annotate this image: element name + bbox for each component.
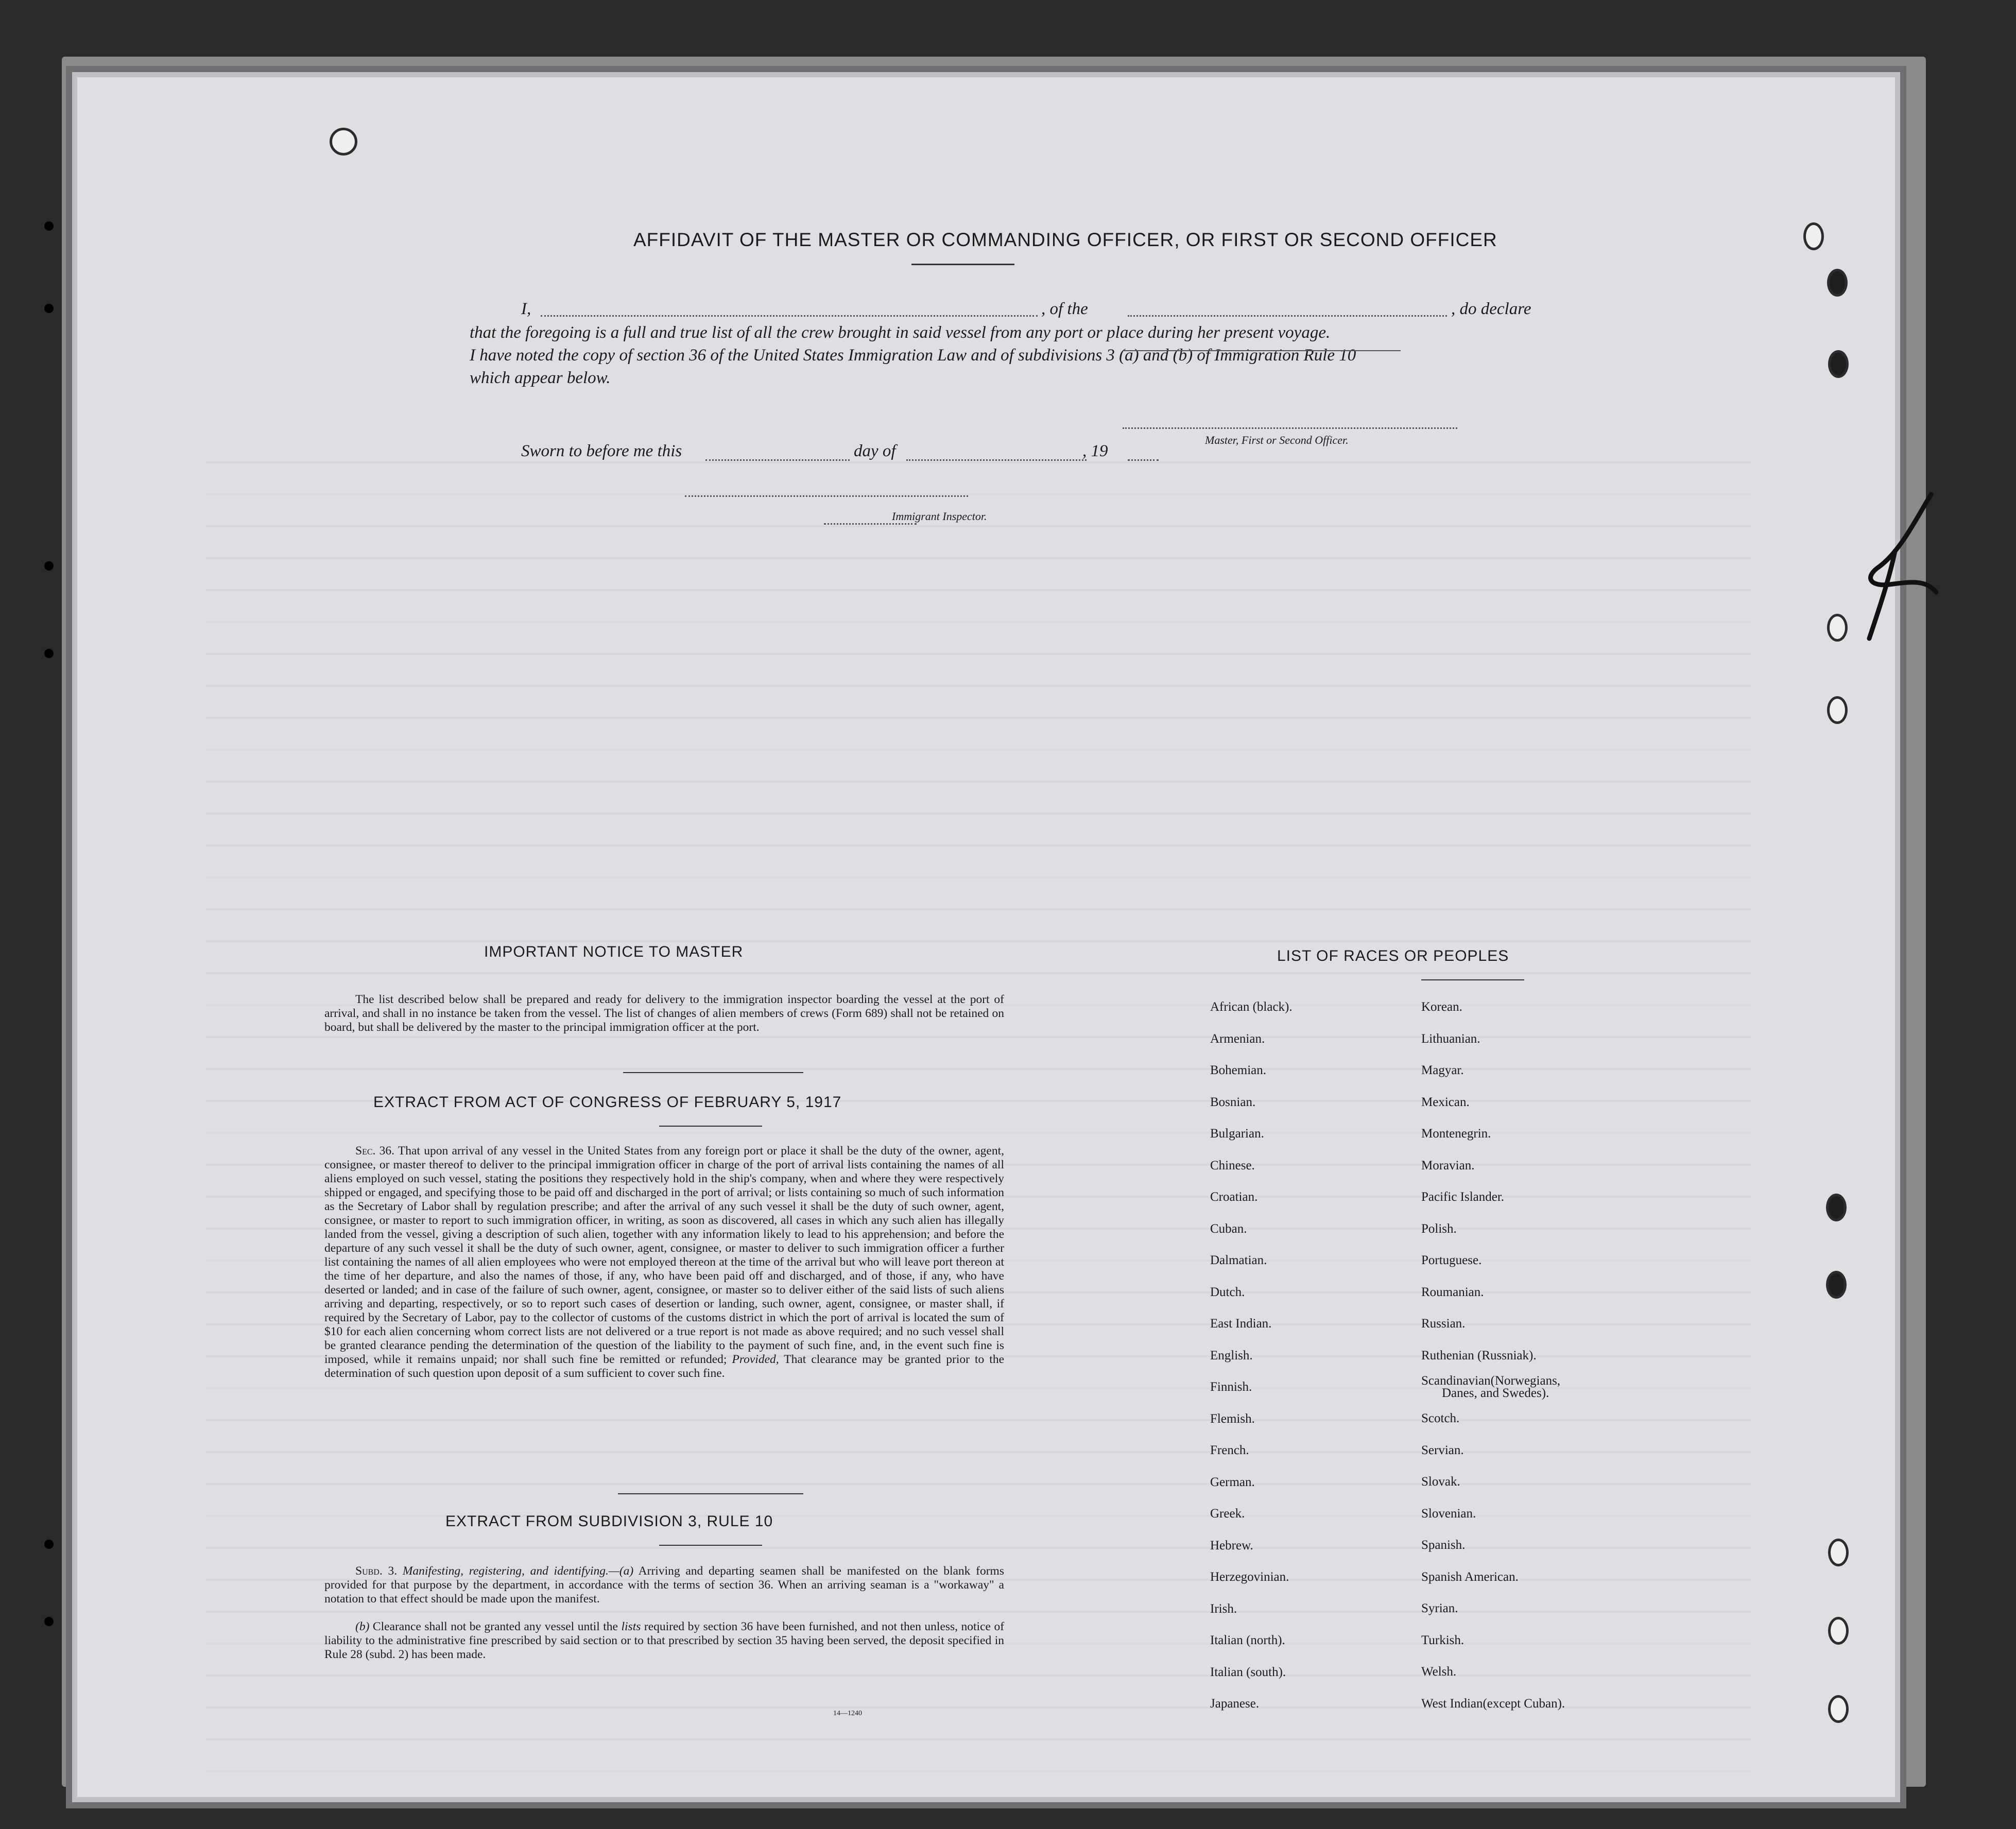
race-item: French. (1210, 1443, 1249, 1457)
race-item: Bulgarian. (1210, 1127, 1264, 1141)
race-item: Armenian. (1210, 1031, 1265, 1046)
race-item: Spanish. (1421, 1538, 1466, 1552)
act-proviso-label: Provided, (732, 1353, 779, 1366)
title-divider (911, 264, 1014, 265)
race-item: Portuguese. (1421, 1253, 1482, 1267)
race-item: Slovak. (1421, 1475, 1460, 1489)
act-proviso-text: That clearance may be granted prior to the determination of such question upon deposit of a sum sufficient to cover such fine. (324, 1353, 1004, 1380)
race-item: Herzegovinian. (1210, 1570, 1289, 1584)
name-blank (541, 315, 1038, 317)
binding-hole (1828, 350, 1849, 378)
race-item: Scotch. (1421, 1411, 1460, 1425)
race-item-line: Danes, and Swedes). (1442, 1386, 1549, 1400)
affidavit-line-1 (521, 300, 531, 319)
race-item-line: Scandinavian(Norwegians, (1421, 1374, 1561, 1388)
edge-speck (44, 1617, 54, 1626)
race-item: Moravian. (1421, 1158, 1475, 1172)
binding-hole (1826, 1194, 1847, 1221)
affidavit-prefix: I, (521, 300, 531, 318)
act-section-label: Sec. 36. (355, 1144, 395, 1158)
inspector-signature-blank (685, 495, 968, 497)
race-item: Italian (north). (1210, 1633, 1285, 1647)
race-item: Dutch. (1210, 1285, 1245, 1299)
edge-speck (44, 649, 54, 658)
race-item: German. (1210, 1475, 1255, 1489)
sworn-mid: day of (854, 442, 896, 460)
binding-hole (1826, 1271, 1847, 1299)
race-item: Hebrew. (1210, 1538, 1253, 1552)
document-page (77, 77, 1895, 1797)
race-item: Pacific Islander. (1421, 1190, 1505, 1204)
race-item: Magyar. (1421, 1063, 1464, 1077)
race-item: Slovenian. (1421, 1506, 1476, 1521)
race-item: Welsh. (1421, 1665, 1457, 1679)
edge-speck (44, 1540, 54, 1549)
affidavit-line-1-mid: , of the (1041, 300, 1088, 318)
binding-hole (1828, 1539, 1849, 1566)
race-item: Bohemian. (1210, 1063, 1267, 1077)
race-item: Chinese. (1210, 1158, 1255, 1172)
inspector-signature-line (824, 523, 917, 525)
edge-speck (44, 304, 54, 313)
rule-subd-a (324, 1564, 1004, 1606)
rule-subd-b (324, 1620, 1004, 1662)
race-item: Lithuanian. (1421, 1031, 1480, 1046)
rule-divider (659, 1545, 762, 1546)
race-item: African (black). (1210, 1000, 1293, 1014)
race-item: Irish. (1210, 1601, 1237, 1616)
binding-hole (1827, 269, 1848, 297)
race-item: Spanish American. (1421, 1569, 1519, 1584)
sworn-prefix: Sworn to before me this (521, 442, 682, 460)
race-item: Turkish. (1421, 1633, 1464, 1647)
handwritten-mark-icon (1859, 489, 1941, 644)
notice-text: The list described below shall be prepared and ready for delivery to the immigration inspector boarding the vessel at the port of arrival, and shall in no instance be taken from the vessel. The list of changes of alien members of crews (Form 689) shall not be retained on board, but shall be delivered by the master to the principal immigration officer at the port. (324, 993, 1004, 1034)
race-item: Cuban. (1210, 1221, 1247, 1236)
year-blank (1128, 459, 1159, 461)
race-item: Ruthenian (Russniak). (1421, 1348, 1537, 1362)
race-item: Bosnian. (1210, 1095, 1256, 1109)
affidavit-line-4: which appear below. (470, 369, 611, 387)
rule-subd-b-lists: lists (621, 1620, 641, 1633)
binding-hole (330, 128, 357, 156)
affidavit-title: AFFIDAVIT OF THE MASTER OR COMMANDING OFFICER, OR FIRST OR SECOND OFFICER (633, 229, 1497, 250)
master-caption: Master, First or Second Officer. (1205, 434, 1349, 446)
race-item: Croatian. (1210, 1190, 1258, 1204)
binding-hole (1803, 222, 1824, 250)
sworn-day-blank (705, 459, 850, 461)
master-signature-line (1123, 427, 1457, 429)
act-divider (659, 1126, 762, 1127)
race-item: Syrian. (1421, 1601, 1458, 1615)
form-number: 14—1240 (833, 1710, 862, 1717)
race-item: Greek. (1210, 1507, 1245, 1521)
rule-subd-heading: Manifesting, registering, and identifying.—(a) (402, 1564, 634, 1578)
notice-divider (623, 1072, 803, 1073)
races-column-1 (1210, 991, 1293, 1720)
race-item: East Indian. (1210, 1317, 1272, 1331)
edge-speck (44, 561, 54, 571)
rule-title: EXTRACT FROM SUBDIVISION 3, RULE 10 (445, 1513, 773, 1530)
rule-subd-b-label: (b) (355, 1620, 370, 1633)
race-item: English. (1210, 1348, 1253, 1362)
races-title: LIST OF RACES OR PEOPLES (1277, 947, 1509, 964)
edge-speck (44, 221, 54, 231)
race-item: Mexican. (1421, 1095, 1470, 1109)
rule-subd-a-text: Arriving and departing seamen shall be manifested on the blank forms provided for that purpose by the department, in accordance with the terms of section 36. When an arriving seaman is a "workaway" a notation to that effect should be made upon the manifest. (324, 1564, 1004, 1606)
rule-subd-b-pre: Clearance shall not be granted any vessel until the (372, 1620, 618, 1633)
races-column-2 (1421, 991, 1565, 1719)
race-item: Montenegrin. (1421, 1127, 1491, 1141)
binding-hole (1828, 1617, 1849, 1645)
affidavit-line-1-suffix: , do declare (1451, 300, 1531, 318)
races-divider (1421, 979, 1524, 980)
race-item: Japanese. (1210, 1697, 1260, 1711)
sworn-suffix: , 19 (1082, 442, 1108, 460)
rule-subd-label: Subd. 3. (355, 1564, 398, 1578)
vessel-blank (1128, 315, 1447, 317)
sworn-month-blank (906, 459, 1087, 461)
binding-hole (1827, 614, 1848, 642)
act-text (324, 1144, 1004, 1381)
race-item: West Indian(except Cuban). (1421, 1696, 1565, 1711)
act-end-divider (618, 1493, 803, 1494)
act-title: EXTRACT FROM ACT OF CONGRESS OF FEBRUARY 5, 1917 (373, 1094, 842, 1111)
race-item: Servian. (1421, 1443, 1464, 1457)
race-item: Roumanian. (1421, 1285, 1484, 1299)
race-item-scandinavian (1421, 1371, 1565, 1403)
notice-title: IMPORTANT NOTICE TO MASTER (484, 943, 744, 960)
race-item: Polish. (1421, 1221, 1457, 1236)
binding-hole (1828, 1695, 1849, 1723)
race-item: Dalmatian. (1210, 1253, 1267, 1267)
binding-hole (1827, 696, 1848, 724)
race-item: Finnish. (1210, 1380, 1252, 1394)
affidavit-line-3: I have noted the copy of section 36 of the United States Immigration Law and of subdivisions 3 (a) and (b) of Immigration Rule 10 (470, 346, 1356, 365)
affidavit-line-2: that the foregoing is a full and true list of all the crew brought in said vessel from any port or place during her present voyage. (470, 323, 1331, 342)
race-item: Italian (south). (1210, 1665, 1286, 1679)
race-item: Korean. (1421, 1000, 1462, 1014)
master-signature-blank (1123, 350, 1401, 351)
race-item: Russian. (1421, 1317, 1466, 1331)
rule-subd-b-post: required by section 36 have been furnished, and not then unless, notice of liability to the administrative fine prescribed by said section or to that prescribed by section 35 having been served, the deposit specified in Rule 28 (subd. 2) has been made. (324, 1620, 1005, 1661)
act-body: That upon arrival of any vessel in the United States from any foreign port or place it shall be the duty of the owner, agent, consignee, or master thereof to deliver to the principal immigration officer in charge of the port of arrival lists containing the names of all aliens employed on such vessel, stating the positions they respectively hold in the ship's company, when and where they were respectively shipped or engaged, and specifying those to be paid off and discharged in the port of arrival; or lists containing so much of such information as the Secretary of Labor shall by regulation prescribe; and after the arrival of any such vessel it shall be the duty of such owner, agent, consignee, or master to report to such immigration officer, in writing, as soon as discovered, all cases in which any such alien has illegally landed from the vessel, giving a description of such alien, together with any information likely to lead to his apprehension; and before the departure of any such vessel it shall be the duty of such owner, agent, consignee, or master to deliver to such immigration officer a further list containing the names of all alien employees who were not employed thereon at the time of the arrival but who will leave port thereon at the time of her departure, and also the names of those, if any, who have been paid off and discharged, and of those, if any, who have deserted or landed; and in case of the failure of such owner, agent, consignee, or master so to deliver either of the said lists of such aliens arriving and departing, respectively, or so to report such cases of desertion or landing, such owner, agent, consignee, or master shall, if required by the Secretary of Labor, pay to the collector of customs of the customs district in which the port of arrival is located the sum of $10 for each alien concerning whom correct lists are not delivered or a true report is not made as above required; and no such vessel shall be granted clearance pending the determination of the question of the liability to the payment of such fine, and, in the event such fine is imposed, while it remains unpaid; nor shall such fine be remitted or refunded; (324, 1144, 1005, 1366)
race-item: Flemish. (1210, 1411, 1255, 1426)
inspector-caption: Immigrant Inspector. (892, 510, 987, 523)
